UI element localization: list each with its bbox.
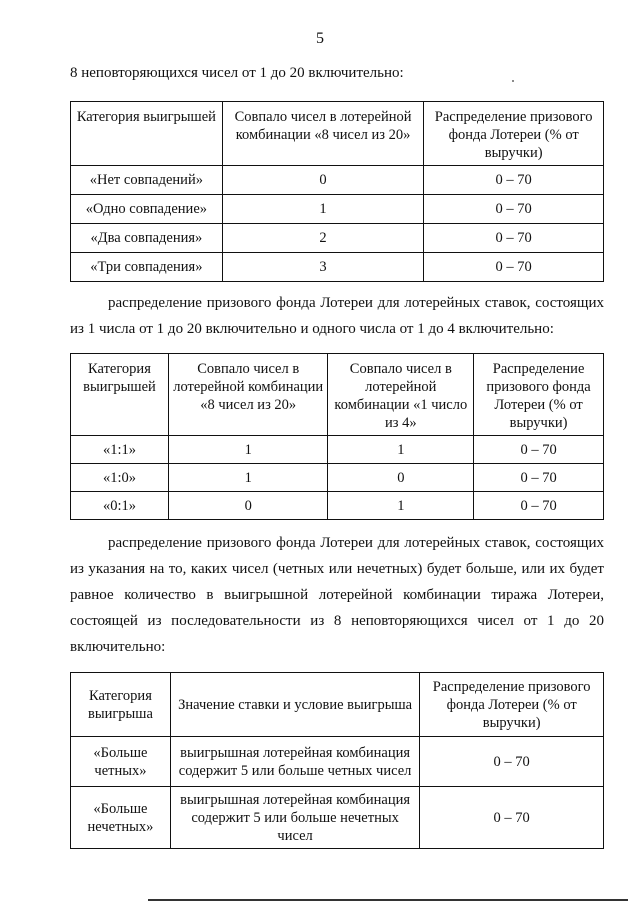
table-row xyxy=(71,436,604,464)
prize-table-1-of-20-and-1-of-4 xyxy=(70,353,604,520)
cell-condition: выигрышная лотерейная комбинация содержит 5 или больше нечетных чисел xyxy=(170,787,419,849)
header-category: Категория выигрышей xyxy=(71,102,223,166)
header-distribution: Распределение призового фонда Лотереи (% от выручки) xyxy=(420,673,604,737)
cell-distribution: 0 – 70 xyxy=(420,737,604,787)
cell-distribution: 0 – 70 xyxy=(474,436,604,464)
paragraph-even-odd: распределение призового фонда Лотереи для лотерейных ставок, состоящих из указания на то, каких чисел (четных или нечетных) будет больше, или их будет равное количество в выигрышной лотерейной комбинации тиража Лотереи, состоящей из последовательности из 8 неповторяющихся чисел от 1 до 20 включительно: xyxy=(70,535,604,655)
cell-condition: выигрышная лотерейная комбинация содержит 5 или больше четных чисел xyxy=(170,737,419,787)
cell-category: «Одно совпадение» xyxy=(71,195,223,224)
table-row xyxy=(71,224,604,253)
table-header-row xyxy=(71,102,604,166)
intro-line: 8 неповторяющихся чисел от 1 до 20 включительно: xyxy=(70,65,404,81)
cell-category: «Два совпадения» xyxy=(71,224,223,253)
cell-category: «Нет совпадений» xyxy=(71,166,223,195)
table-row xyxy=(71,166,604,195)
cell-distribution: 0 – 70 xyxy=(474,492,604,520)
page-bottom-edge xyxy=(148,899,628,901)
page-number: 5 xyxy=(316,30,324,47)
paragraph-1-of-20-and-1-of-4: распределение призового фонда Лотереи для лотерейных ставок, состоящих из 1 числа от 1 до 20 включительно и одного числа от 1 до 4 включительно: xyxy=(70,295,604,337)
header-distribution: Распределение призового фонда Лотереи (% от выручки) xyxy=(424,102,604,166)
cell-category: «1:1» xyxy=(71,436,169,464)
header-matched-8-of-20: Совпало чисел в лотерейной комбинации «8 чисел из 20» xyxy=(168,354,328,436)
cell-category: «Три совпадения» xyxy=(71,253,223,282)
table-row xyxy=(71,253,604,282)
cell-matched-1-of-4: 1 xyxy=(328,436,474,464)
cell-matched: 2 xyxy=(222,224,424,253)
cell-distribution: 0 – 70 xyxy=(420,787,604,849)
cell-category: «0:1» xyxy=(71,492,169,520)
table-header-row xyxy=(71,354,604,436)
cell-matched-8-of-20: 1 xyxy=(168,464,328,492)
table-row xyxy=(71,464,604,492)
prize-table-8-of-20 xyxy=(70,101,604,282)
cell-matched-1-of-4: 1 xyxy=(328,492,474,520)
cell-category: «Больше нечетных» xyxy=(71,787,171,849)
cell-matched: 3 xyxy=(222,253,424,282)
cell-matched: 1 xyxy=(222,195,424,224)
cell-distribution: 0 – 70 xyxy=(474,464,604,492)
table-row xyxy=(71,195,604,224)
cell-matched-8-of-20: 1 xyxy=(168,436,328,464)
header-category: Категория выигрышей xyxy=(71,354,169,436)
cell-distribution: 0 – 70 xyxy=(424,166,604,195)
cell-matched-8-of-20: 0 xyxy=(168,492,328,520)
header-matched: Совпало чисел в лотерейной комбинации «8 чисел из 20» xyxy=(222,102,424,166)
header-distribution: Распределение призового фонда Лотереи (% от выручки) xyxy=(474,354,604,436)
cell-matched-1-of-4: 0 xyxy=(328,464,474,492)
cell-distribution: 0 – 70 xyxy=(424,224,604,253)
header-matched-1-of-4: Совпало чисел в лотерейной комбинации «1 число из 4» xyxy=(328,354,474,436)
cell-distribution: 0 – 70 xyxy=(424,253,604,282)
cell-matched: 0 xyxy=(222,166,424,195)
table-row xyxy=(71,492,604,520)
cell-distribution: 0 – 70 xyxy=(424,195,604,224)
table-header-row xyxy=(71,673,604,737)
cell-category: «1:0» xyxy=(71,464,169,492)
header-bet-condition: Значение ставки и условие выигрыша xyxy=(170,673,419,737)
cell-category: «Больше четных» xyxy=(71,737,171,787)
prize-table-even-odd xyxy=(70,672,604,849)
table-row xyxy=(71,787,604,849)
header-category: Категория выигрыша xyxy=(71,673,171,737)
table-row xyxy=(71,737,604,787)
